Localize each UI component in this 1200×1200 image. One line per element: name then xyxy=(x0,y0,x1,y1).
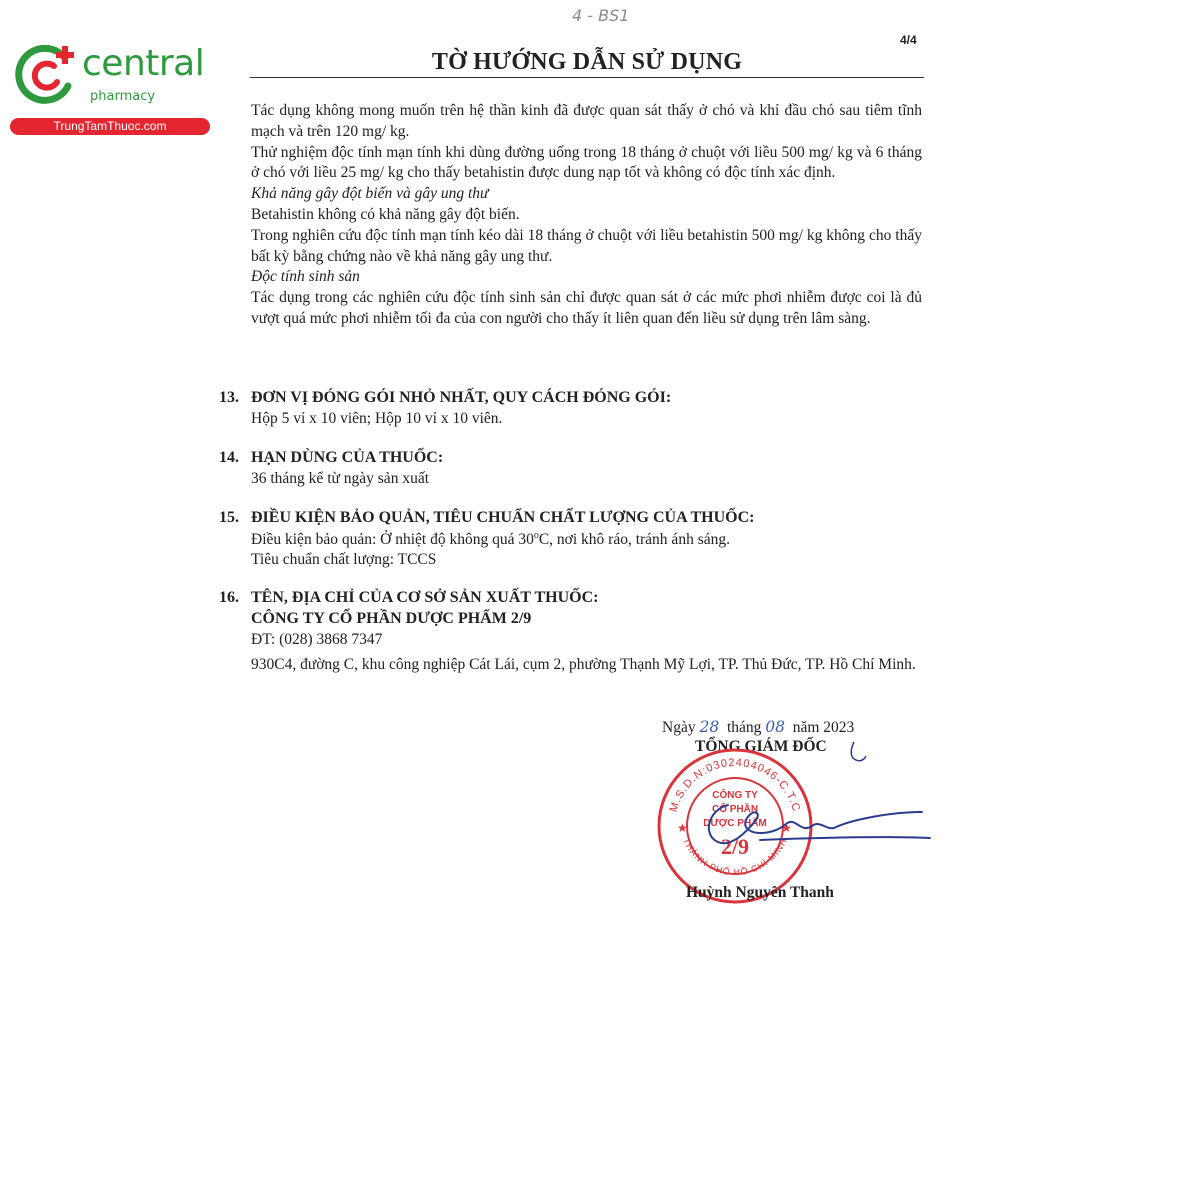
star-icon: ★ xyxy=(781,821,792,835)
section-heading: ĐƠN VỊ ĐÓNG GÓI NHỎ NHẤT, QUY CÁCH ĐÓNG GÓI: xyxy=(251,389,672,406)
company-address: 930C4, đường C, khu công nghiệp Cát Lái, cụm 2, phường Thạnh Mỹ Lợi, TP. Thủ Đức, TP. Hồ Chí Minh. xyxy=(251,656,916,673)
section-text: Điều kiện bảo quản: Ở nhiệt độ không quá 30$^o$C, nơi khô ráo, tránh ánh sáng. xyxy=(251,530,730,549)
signer-name: Huỳnh Nguyên Thanh xyxy=(686,884,834,901)
signature-scribble xyxy=(700,790,935,860)
date-month: 08 xyxy=(765,718,785,736)
star-icon: ★ xyxy=(677,821,688,835)
handwritten-note: 4 - BS1 xyxy=(572,6,630,25)
date-day: 28 xyxy=(699,718,720,736)
section-heading: HẠN DÙNG CỦA THUỐC: xyxy=(251,449,444,466)
page-number: 4/4 xyxy=(900,33,917,47)
sign-date: Ngày 28 tháng 08 năm 2023 xyxy=(662,718,855,736)
brand-name: central xyxy=(82,43,205,84)
paragraph: Betahistin không có khả năng gây đột biến. xyxy=(251,205,520,223)
section-number: 13. xyxy=(219,389,239,406)
stamp-line: DƯỢC PHẨM xyxy=(703,818,767,829)
initial-mark xyxy=(846,740,870,766)
section-number: 16. xyxy=(219,589,239,606)
subheading: Độc tính sinh sản xyxy=(251,268,360,286)
section-number: 14. xyxy=(219,449,239,466)
page-title: TỜ HƯỚNG DẪN SỬ DỤNG xyxy=(431,49,743,75)
subheading: Khả năng gây đột biến và gây ung thư xyxy=(251,185,489,203)
intro-block xyxy=(251,101,922,330)
pharmacy-cross-icon xyxy=(10,40,80,110)
paragraph: Trong nghiên cứu độc tính mạn tính kéo dài 18 tháng ở chuột với liều betahistin 500 mg/ kg không cho thấy bất kỳ bằng chứng nào về khả năng gây ung thư. xyxy=(251,226,922,265)
section-text: Tiêu chuẩn chất lượng: TCCS xyxy=(251,551,437,568)
stamp-ring-text: M.S.D.N:0302404046-C.T.C xyxy=(667,756,803,814)
brand-subtitle: pharmacy xyxy=(90,89,156,104)
signer-role: TỔNG GIÁM ĐỐC xyxy=(695,738,827,755)
stamp-ring-bottom: THÀNH PHỐ HỒ CHÍ MINH xyxy=(681,836,790,878)
stamp-line: CÔNG TY xyxy=(712,790,758,801)
section-heading: ĐIỀU KIỆN BẢO QUẢN, TIÊU CHUẨN CHẤT LƯỢNG CỦA THUỐC: xyxy=(251,509,755,526)
paragraph: Tác dụng trong các nghiên cứu độc tính sinh sản chỉ được quan sát ở các mức phơi nhiễm được coi là đủ vượt quá mức phơi nhiễm tối đa của con người cho thấy ít liên quan đến liều sử dụng trên lâm sàng. xyxy=(251,289,922,327)
stamp-line: CỔ PHẦN xyxy=(711,804,759,815)
title-rule xyxy=(250,77,924,78)
stamp-line: 2/9 xyxy=(720,834,750,859)
section-text: 36 tháng kể từ ngày sản xuất xyxy=(251,470,430,487)
company-name: CÔNG TY CỔ PHẦN DƯỢC PHẨM 2/9 xyxy=(251,610,532,627)
brand-site: TrungTamThuoc.com xyxy=(10,118,210,135)
paragraph: Thử nghiệm độc tính mạn tính khi dùng đường uống trong 18 tháng ở chuột với liều 500 mg/ kg và 6 tháng ở chó với liều 25 mg/ kg cho thấy betahistin được dung nạp tốt và không có độc tính xác định. xyxy=(251,143,922,182)
section-heading: TÊN, ĐỊA CHỈ CỦA CƠ SỞ SẢN XUẤT THUỐC: xyxy=(251,589,599,606)
section-number: 15. xyxy=(219,509,239,526)
company-phone: ĐT: (028) 3868 7347 xyxy=(251,631,383,648)
paragraph: Tác dụng không mong muốn trên hệ thần kinh đã được quan sát thấy ở chó và khỉ đầu chó sau tiêm tĩnh mạch và trên 120 mg/ kg. xyxy=(251,102,922,140)
section-text: Hộp 5 vỉ x 10 viên; Hộp 10 vỉ x 10 viên. xyxy=(251,410,503,427)
